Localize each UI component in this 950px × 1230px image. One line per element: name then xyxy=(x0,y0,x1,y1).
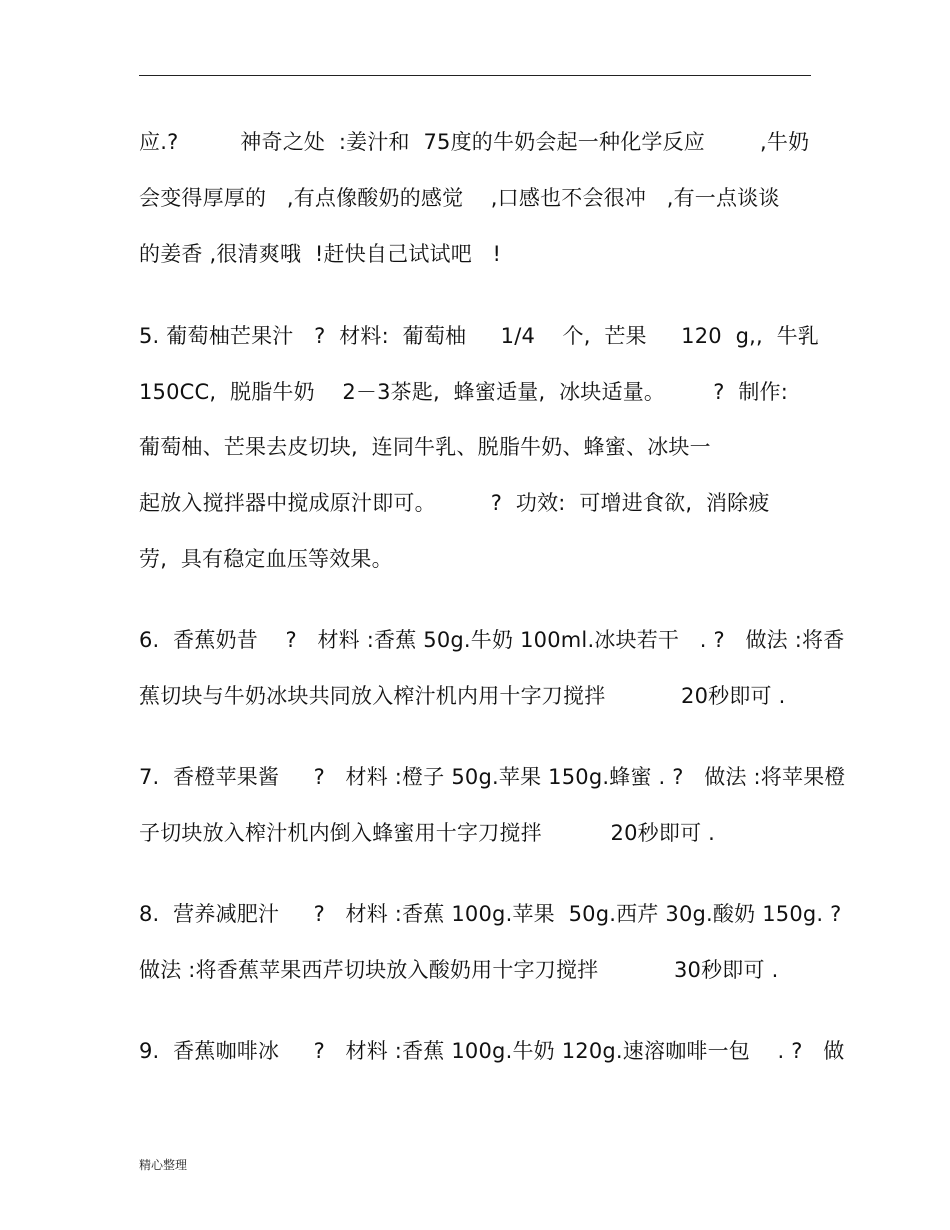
text-line: 150CC, 脱脂牛奶 2－3茶匙, 蜂蜜适量, 冰块适量。 ? 制作: xyxy=(139,380,789,404)
text-line: 7. 香橙苹果酱 ? 材料 :橙子 50g.苹果 150g.蜂蜜 . ? 做法 :将苹果橙 xyxy=(139,765,846,789)
text-line: 葡萄柚、芒果去皮切块, 连同牛乳、脱脂牛奶、蜂蜜、冰块一 xyxy=(139,435,711,459)
text-line: 8. 营养减肥汁 ? 材料 :香蕉 100g.苹果 50g.西芹 30g.酸奶 150g. ? xyxy=(139,902,842,926)
text-line: 9. 香蕉咖啡冰 ? 材料 :香蕉 100g.牛奶 120g.速溶咖啡一包 . ? 做 xyxy=(139,1039,845,1063)
text-line: 子切块放入榨汁机内倒入蜂蜜用十字刀搅拌 20秒即可 . xyxy=(139,821,716,845)
text-line: 5. 葡萄柚芒果汁 ? 材料: 葡萄柚 1/4 个, 芒果 120 g,, 牛乳 xyxy=(139,324,819,348)
footer-label: 精心整理 xyxy=(139,1158,188,1172)
text-line: 蕉切块与牛奶冰块共同放入榨汁机内用十字刀搅拌 20秒即可 . xyxy=(139,684,786,708)
text-line: 做法 :将香蕉苹果西芹切块放入酸奶用十字刀搅拌 30秒即可 . xyxy=(139,958,779,982)
text-line: 6. 香蕉奶昔 ? 材料 :香蕉 50g.牛奶 100ml.冰块若干 . ? 做法 :将香 xyxy=(139,628,845,652)
header-rule xyxy=(139,75,811,76)
text-line: 应.? 神奇之处 :姜汁和 75度的牛奶会起一种化学反应 ,牛奶 xyxy=(139,130,810,154)
text-line: 的姜香 ,很清爽哦 !赶快自己试试吧 ! xyxy=(139,242,502,266)
text-line: 起放入搅拌器中搅成原汁即可。 ? 功效: 可增进食欲, 消除疲 xyxy=(139,491,770,515)
text-line: 劳, 具有稳定血压等效果。 xyxy=(139,547,393,571)
text-line: 会变得厚厚的 ,有点像酸奶的感觉 ,口感也不会很冲 ,有一点谈谈 xyxy=(139,186,780,210)
